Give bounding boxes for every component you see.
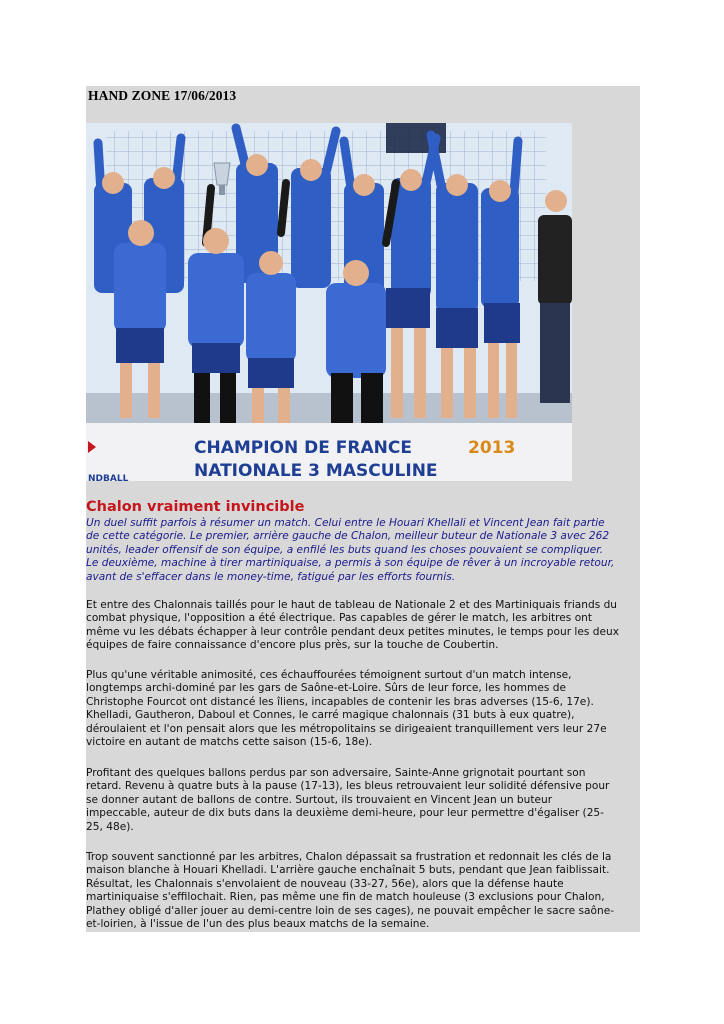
page-header: HAND ZONE 17/06/2013 — [88, 88, 237, 103]
paragraph-line: martiniquaise s'effilochait. Rien, pas même une fin de match houleuse (3 exclusions pour Chalon, — [86, 891, 605, 904]
article-paragraph-2 — [86, 669, 642, 749]
paragraph-line: Khelladi, Gautheron, Daboul et Connes, le carré magique chalonnais (31 buts à eux quatre), — [86, 709, 575, 722]
paragraph-line: Trop souvent sanctionné par les arbitres, Chalon dépassait sa frustration et redonnait les clés de la — [86, 851, 612, 863]
team-photo — [86, 123, 572, 481]
paragraph-line: Plathey obligé d'aller jouer au demi-centre loin de ses cages), ne pouvait empêcher le sacre saône- — [86, 904, 615, 917]
article-paragraph-4 — [86, 851, 642, 931]
paragraph-line: maison blanche à Houari Khelladi. L'arrière gauche enchaînait 5 buts, pendant que Jean faiblissait. — [86, 864, 610, 877]
article-lead — [86, 517, 642, 584]
paragraph-line: victoire en autant de matchs cette saison (15-6, 18e). — [86, 736, 373, 749]
banner-line2: NATIONALE 3 MASCULINE — [194, 461, 438, 481]
paragraph-line: longtemps archi-dominé par les gars de Saône-et-Loire. Sûrs de leur force, les hommes de — [86, 682, 566, 695]
paragraph-line: se donner autant de ballons de contre. Surtout, ils trouvaient en Vincent Jean un buteur — [86, 793, 553, 806]
article-paragraph-1 — [86, 599, 642, 653]
paragraph-line: déroulaient et l'on pensait alors que les métropolitains se dirigeaient tranquillement vers leur 27e — [86, 722, 607, 735]
paragraph-line: 25, 48e). — [86, 820, 134, 833]
lead-line: unités, leader offensif de son équipe, a enfilé les buts quand les choses pouvaient se compliquer. — [86, 543, 604, 556]
paragraph-line: Christophe Fourcot ont distancé les îliens, incapables de contenir les bras adverses (15-6, 17e). — [86, 695, 594, 708]
paragraph-line: et-loirien, à l'issue de l'un des plus beaux matchs de la semaine. — [86, 918, 430, 931]
banner-year: 2013 — [468, 438, 516, 458]
article-title: Chalon vraiment invincible — [86, 499, 305, 515]
paragraph-line: impeccable, auteur de dix buts dans la deuxième demi-heure, pour leur permettre d'égaliser (25- — [86, 807, 604, 820]
paragraph-line: Profitant des quelques ballons perdus par son adversaire, Sainte-Anne grignotait pourtant son — [86, 767, 586, 779]
paragraph-line: Et entre des Chalonnais taillés pour le haut de tableau de Nationale 2 et des Martiniquais friands du — [86, 599, 618, 611]
paragraph-line: combat physique, l'opposition a été électrique. Pas capables de gérer le match, les arbitres ont — [86, 612, 593, 625]
lead-line: Un duel suffit parfois à résumer un match. Celui entre le Houari Khellali et Vincent Jean fait partie — [86, 517, 605, 529]
paragraph-line: équipes de faire connaissance d'encore plus près, sur la touche de Coubertin. — [86, 639, 499, 652]
lead-line: de cette catégorie. Le premier, arrière gauche de Chalon, meilleur buteur de Nationale 3 avec 262 — [86, 530, 610, 543]
article-paragraph-3 — [86, 767, 642, 834]
paragraph-line: Plus qu'une véritable animosité, ces échauffourées témoignent surtout d'un match intense, — [86, 669, 572, 681]
trophy-icon — [214, 163, 230, 185]
paragraph-line: Résultat, les Chalonnais s'envolaient de nouveau (33-27, 56e), alors que la défense haute — [86, 877, 564, 890]
banner-line1: CHAMPION DE FRANCE — [194, 438, 412, 458]
banner-corner-text: NDBALL — [88, 474, 129, 481]
lead-line: Le deuxième, machine à tirer martiniquaise, a permis à son équipe de rêver à un incroyable retour, — [86, 557, 615, 570]
lead-line: avant de s'effacer dans le money-time, fatigué par les efforts fournis. — [86, 570, 456, 583]
paragraph-line: retard. Revenu à quatre buts à la pause (17-13), les bleus retrouvaient leur solidité défensive pour — [86, 780, 610, 793]
paragraph-line: même vu les débats échapper à leur contrôle pendant deux petites minutes, le temps pour les deux — [86, 625, 620, 638]
